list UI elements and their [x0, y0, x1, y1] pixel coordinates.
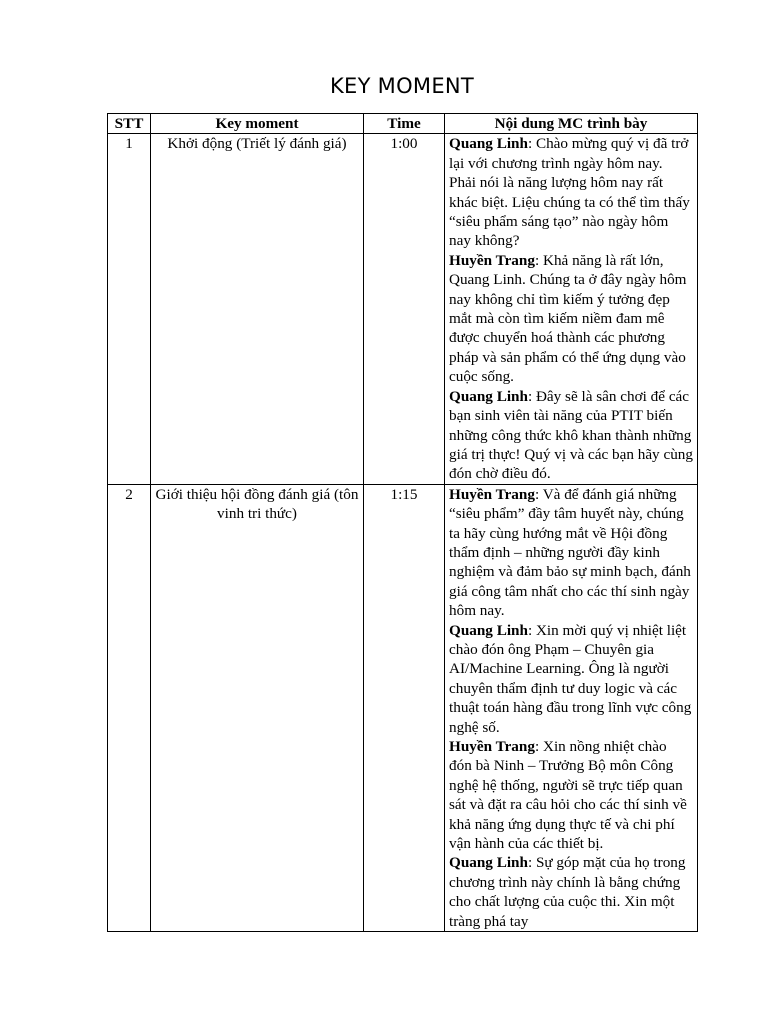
cell-content [445, 484, 698, 931]
header-content: Nội dung MC trình bày [445, 114, 698, 134]
header-stt: STT [108, 114, 151, 134]
header-key-moment: Key moment [151, 114, 364, 134]
speaker-name: Quang Linh [449, 387, 528, 405]
table-row [108, 134, 698, 484]
cell-stt: 2 [108, 484, 151, 931]
cell-stt: 1 [108, 134, 151, 484]
cell-content [445, 134, 698, 484]
dialogue-text: : Và để đánh giá những “siêu phẩm” đầy tâm huyết này, chúng ta hãy cùng hướng mắt về Hội đồng thẩm định – những người đầy kinh nghiệm và đảm bảo sự minh bạch, đánh giá công tâm nhất cho các thí sinh ngày hôm nay. [449, 485, 691, 620]
cell-time: 1:00 [364, 134, 445, 484]
page-title: KEY MOMENT [329, 74, 475, 98]
dialogue-text: : Xin nồng nhiệt chào đón bà Ninh – Trưởng Bộ môn Công nghệ hệ thống, người sẽ trực tiếp quan sát và đặt ra câu hỏi cho các thí sinh về khả năng ứng dụng thực tế và chi phí vận hành của các thiết bị. [449, 738, 687, 853]
dialogue-line [449, 737, 693, 853]
cell-time: 1:15 [364, 484, 445, 931]
dialogue-line [449, 853, 693, 931]
dialogue-text: : Khả năng là rất lớn, Quang Linh. Chúng ta ở đây ngày hôm nay không chỉ tìm kiếm ý tưởng đẹp mắt mà còn tìm kiếm niềm đam mê được chuyển hoá thành các phương pháp và sản phẩm có thể ứng dụng vào cuộc sống. [449, 251, 687, 386]
speaker-name: Huyền Trang [449, 485, 535, 503]
table-row [108, 484, 698, 931]
key-moment-table [107, 113, 698, 932]
dialogue-text: : Xin mời quý vị nhiệt liệt chào đón ông Phạm – Chuyên gia AI/Machine Learning. Ông là người chuyên thẩm định tư duy logic và các thuật toán hàng đầu trong lĩnh vực công nghệ số. [449, 621, 692, 736]
table-header-row [108, 114, 698, 134]
dialogue-line [449, 485, 693, 621]
speaker-name: Huyền Trang [449, 738, 535, 755]
cell-key-moment: Khởi động (Triết lý đánh giá) [151, 134, 364, 484]
speaker-name: Quang Linh [449, 135, 528, 153]
dialogue-text: : Đây sẽ là sân chơi để các bạn sinh viên tài năng của PTIT biến những công thức khô khan thành những giá trị thực! Quý vị và các bạn hãy cùng đón chờ điều đó. [449, 387, 693, 483]
header-time: Time [364, 114, 445, 134]
dialogue-line [449, 621, 693, 737]
cell-key-moment: Giới thiệu hội đồng đánh giá (tôn vinh tri thức) [151, 484, 364, 931]
dialogue-line [449, 251, 693, 387]
speaker-name: Huyền Trang [449, 251, 535, 269]
speaker-name: Quang Linh [449, 854, 528, 872]
speaker-name: Quang Linh [449, 621, 528, 639]
dialogue-text: : Chào mừng quý vị đã trở lại với chương trình ngày hôm nay. Phải nói là năng lượng hôm nay rất khác biệt. Liệu chúng ta có thể tìm thấy “siêu phẩm sáng tạo” nào ngày hôm nay không? [449, 135, 690, 250]
dialogue-line [449, 134, 693, 250]
dialogue-line [449, 387, 693, 484]
dialogue-text: : Sự góp mặt của họ trong chương trình này chính là bằng chứng cho chất lượng của cuộc thi. Xin một tràng phá tay [449, 854, 686, 930]
